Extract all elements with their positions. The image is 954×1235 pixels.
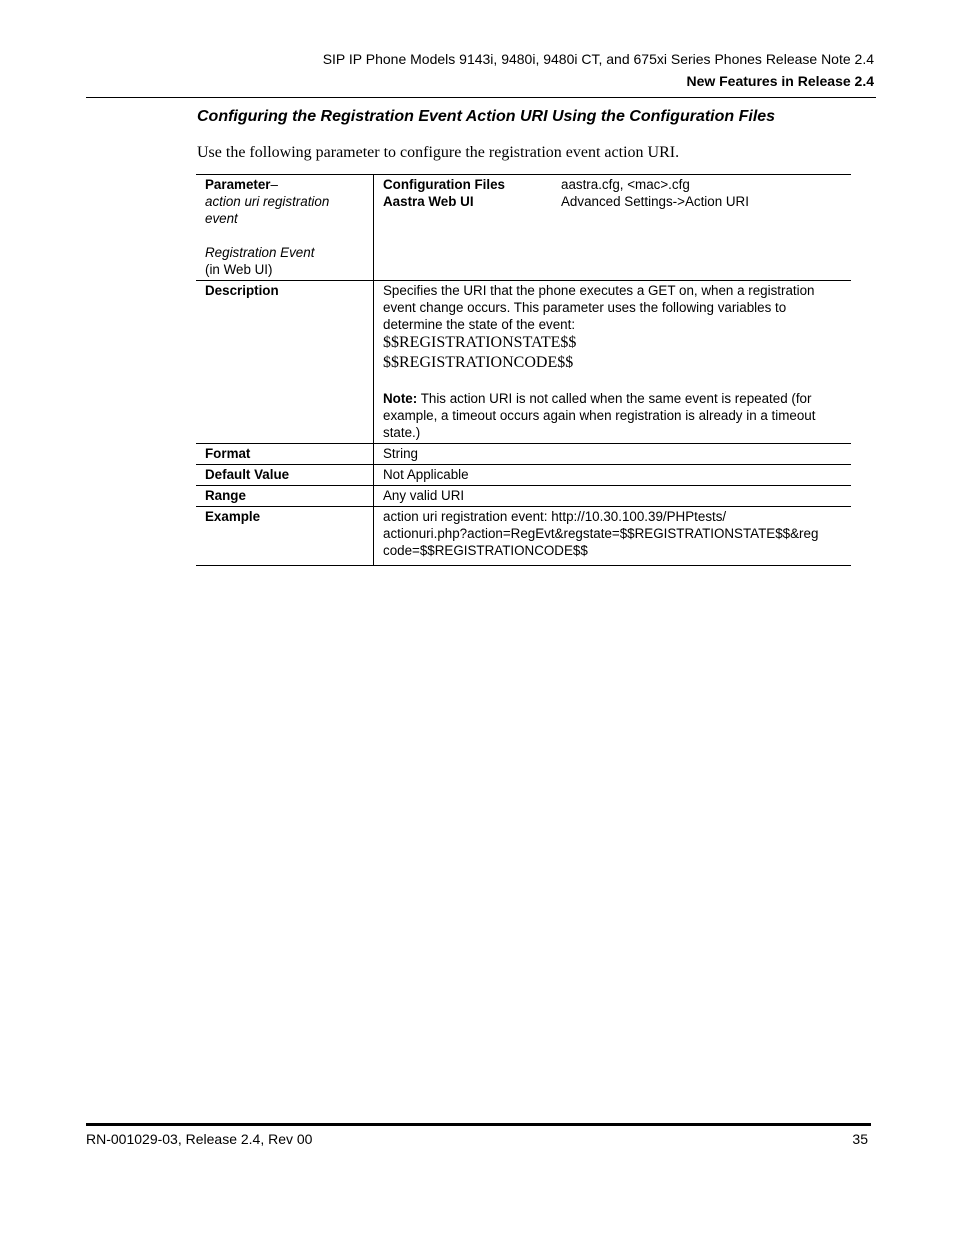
example-line3: code=$$REGISTRATIONCODE$$: [383, 543, 588, 558]
header-doc-title: SIP IP Phone Models 9143i, 9480i, 9480i CT, and 675xi Series Phones Release Note 2.4: [322, 51, 874, 67]
note-line1: This action URI is not called when the same event is repeated (for: [417, 391, 812, 406]
note-line2: example, a timeout occurs again when registration is already in a timeout: [383, 408, 816, 423]
description-value-cell: [374, 281, 852, 444]
description-line2: event change occurs. This parameter uses the following variables to: [383, 300, 787, 315]
table-row-example: [196, 507, 851, 566]
description-line3: determine the state of the event:: [383, 317, 576, 332]
note-line3: state.): [383, 425, 421, 440]
table-row-parameter: [196, 175, 851, 281]
example-line2: actionuri.php?action=RegEvt&regstate=$$REGISTRATIONSTATE$$&reg: [383, 526, 819, 541]
web-ui-value: Advanced Settings->Action URI: [561, 194, 749, 209]
parameter-name-line1: action uri registration: [205, 194, 330, 209]
description-label: Description: [196, 281, 374, 444]
section-heading: Configuring the Registration Event Action URI Using the Configuration Files: [197, 108, 776, 125]
example-value-cell: [374, 507, 852, 566]
format-label: Format: [196, 444, 374, 465]
config-files-label: Configuration Files: [383, 177, 505, 192]
parameter-value-cell: [374, 175, 852, 281]
footer-doc-id: RN-001029-03, Release 2.4, Rev 00: [86, 1131, 313, 1147]
parameter-webui-name: Registration Event: [205, 245, 315, 260]
example-label: Example: [196, 507, 374, 566]
range-value: Any valid URI: [374, 486, 852, 507]
config-files-value: aastra.cfg, <mac>.cfg: [561, 177, 690, 192]
parameter-table: [196, 174, 851, 566]
format-value: String: [374, 444, 852, 465]
table-row-format: [196, 444, 851, 465]
web-ui-label: Aastra Web UI: [383, 194, 474, 209]
parameter-dash: –: [270, 177, 278, 192]
parameter-label: Parameter: [205, 177, 271, 192]
range-label: Range: [196, 486, 374, 507]
table-row-description: [196, 281, 851, 444]
table-row-range: [196, 486, 851, 507]
table-row-default-value: [196, 465, 851, 486]
variable-registration-code: $$REGISTRATIONCODE$$: [383, 354, 574, 371]
default-value-value: Not Applicable: [374, 465, 852, 486]
description-line1: Specifies the URI that the phone executes a GET on, when a registration: [383, 283, 815, 298]
default-value-label: Default Value: [196, 465, 374, 486]
intro-paragraph: Use the following parameter to configure the registration event action URI.: [197, 144, 680, 161]
parameter-name-line2: event: [205, 211, 238, 226]
header-divider: [86, 97, 876, 98]
parameter-webui-note: (in Web UI): [205, 262, 273, 277]
example-line1: action uri registration event: http://10.30.100.39/PHPtests/: [383, 509, 727, 524]
footer-divider: [86, 1123, 871, 1126]
note-label: Note:: [383, 391, 418, 406]
parameter-label-cell: [196, 175, 374, 281]
page-number: 35: [852, 1131, 868, 1147]
variable-registration-state: $$REGISTRATIONSTATE$$: [383, 334, 577, 351]
header-section-title: New Features in Release 2.4: [686, 73, 874, 89]
